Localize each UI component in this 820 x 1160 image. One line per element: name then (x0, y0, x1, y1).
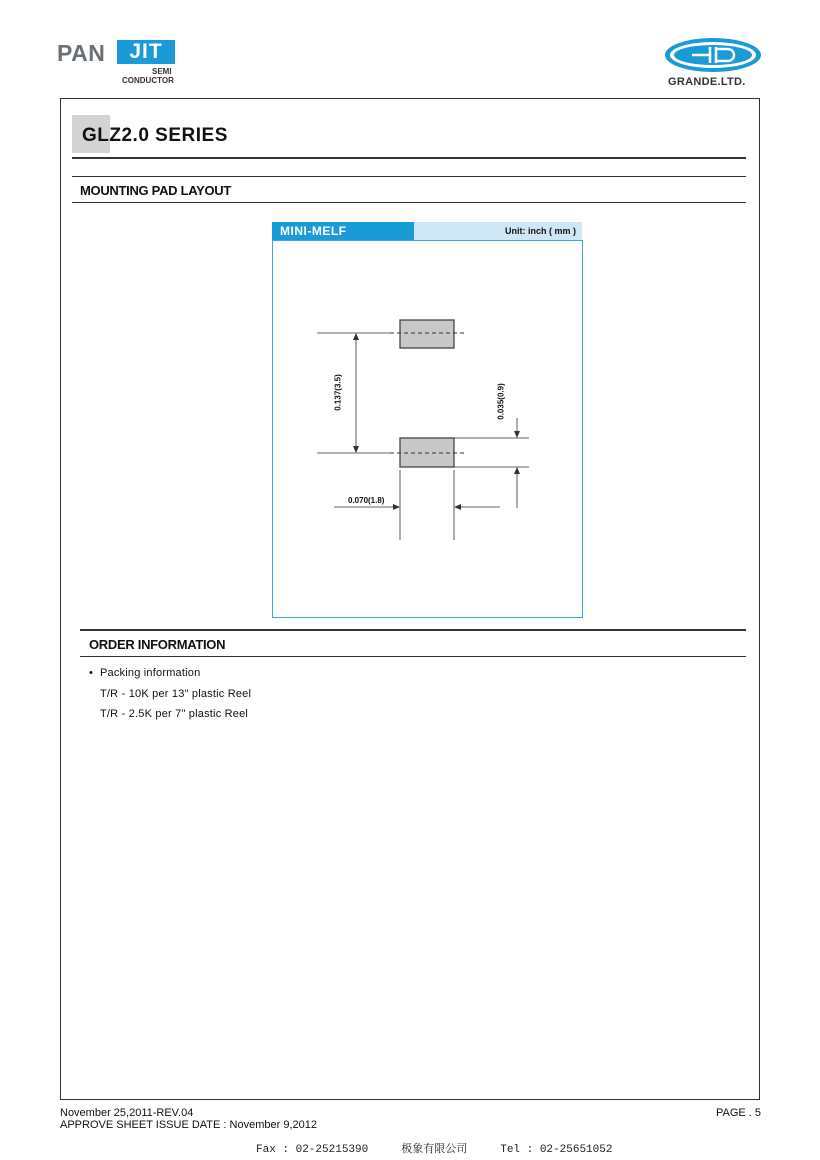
dim-pad-height-label: 0.035(0.9) (496, 383, 506, 420)
footer-fax-tel: Fax : 02-25215390 极象有限公司 Tel : 02-25651052 (256, 1144, 613, 1156)
packing-info-label: Packing information (100, 667, 201, 679)
mounting-heading: MOUNTING PAD LAYOUT (80, 183, 232, 198)
top-pad (400, 320, 454, 348)
panjit-logo-semi: SEMI (152, 67, 172, 76)
order-bullet-icon: • (89, 667, 94, 679)
dim-pad-width-label: 0.070(1.8) (348, 496, 385, 505)
grande-logo-icon (662, 36, 764, 76)
panjit-logo-jit: JIT (117, 40, 175, 64)
packing-line-1: T/R - 10K per 13" plastic Reel (100, 688, 252, 700)
section-rule-top (72, 176, 746, 177)
footer-approve-date: APPROVE SHEET ISSUE DATE : November 9,2012 (60, 1119, 317, 1131)
footer-date-rev: November 25,2011-REV.04 (60, 1107, 194, 1119)
unit-label: Unit: inch ( mm ) (414, 222, 582, 240)
package-name: MINI-MELF (272, 222, 414, 240)
panjit-logo-conductor: CONDUCTOR (122, 76, 174, 85)
pad-layout-drawing (272, 240, 583, 618)
order-heading: ORDER INFORMATION (89, 637, 226, 652)
panjit-logo-pan: PAN (57, 40, 106, 66)
order-rule-bottom (80, 656, 746, 657)
order-rule-top (80, 629, 746, 631)
page-title: GLZ2.0 SERIES (82, 125, 228, 146)
footer-page-number: PAGE . 5 (716, 1107, 762, 1119)
dim-pitch-label: 0.137(3.5) (333, 374, 343, 411)
packing-line-2: T/R - 2.5K per 7" plastic Reel (100, 708, 249, 720)
section-rule-bottom (72, 202, 746, 203)
grande-logo-text: GRANDE.LTD. (668, 76, 746, 88)
title-rule (72, 157, 746, 159)
